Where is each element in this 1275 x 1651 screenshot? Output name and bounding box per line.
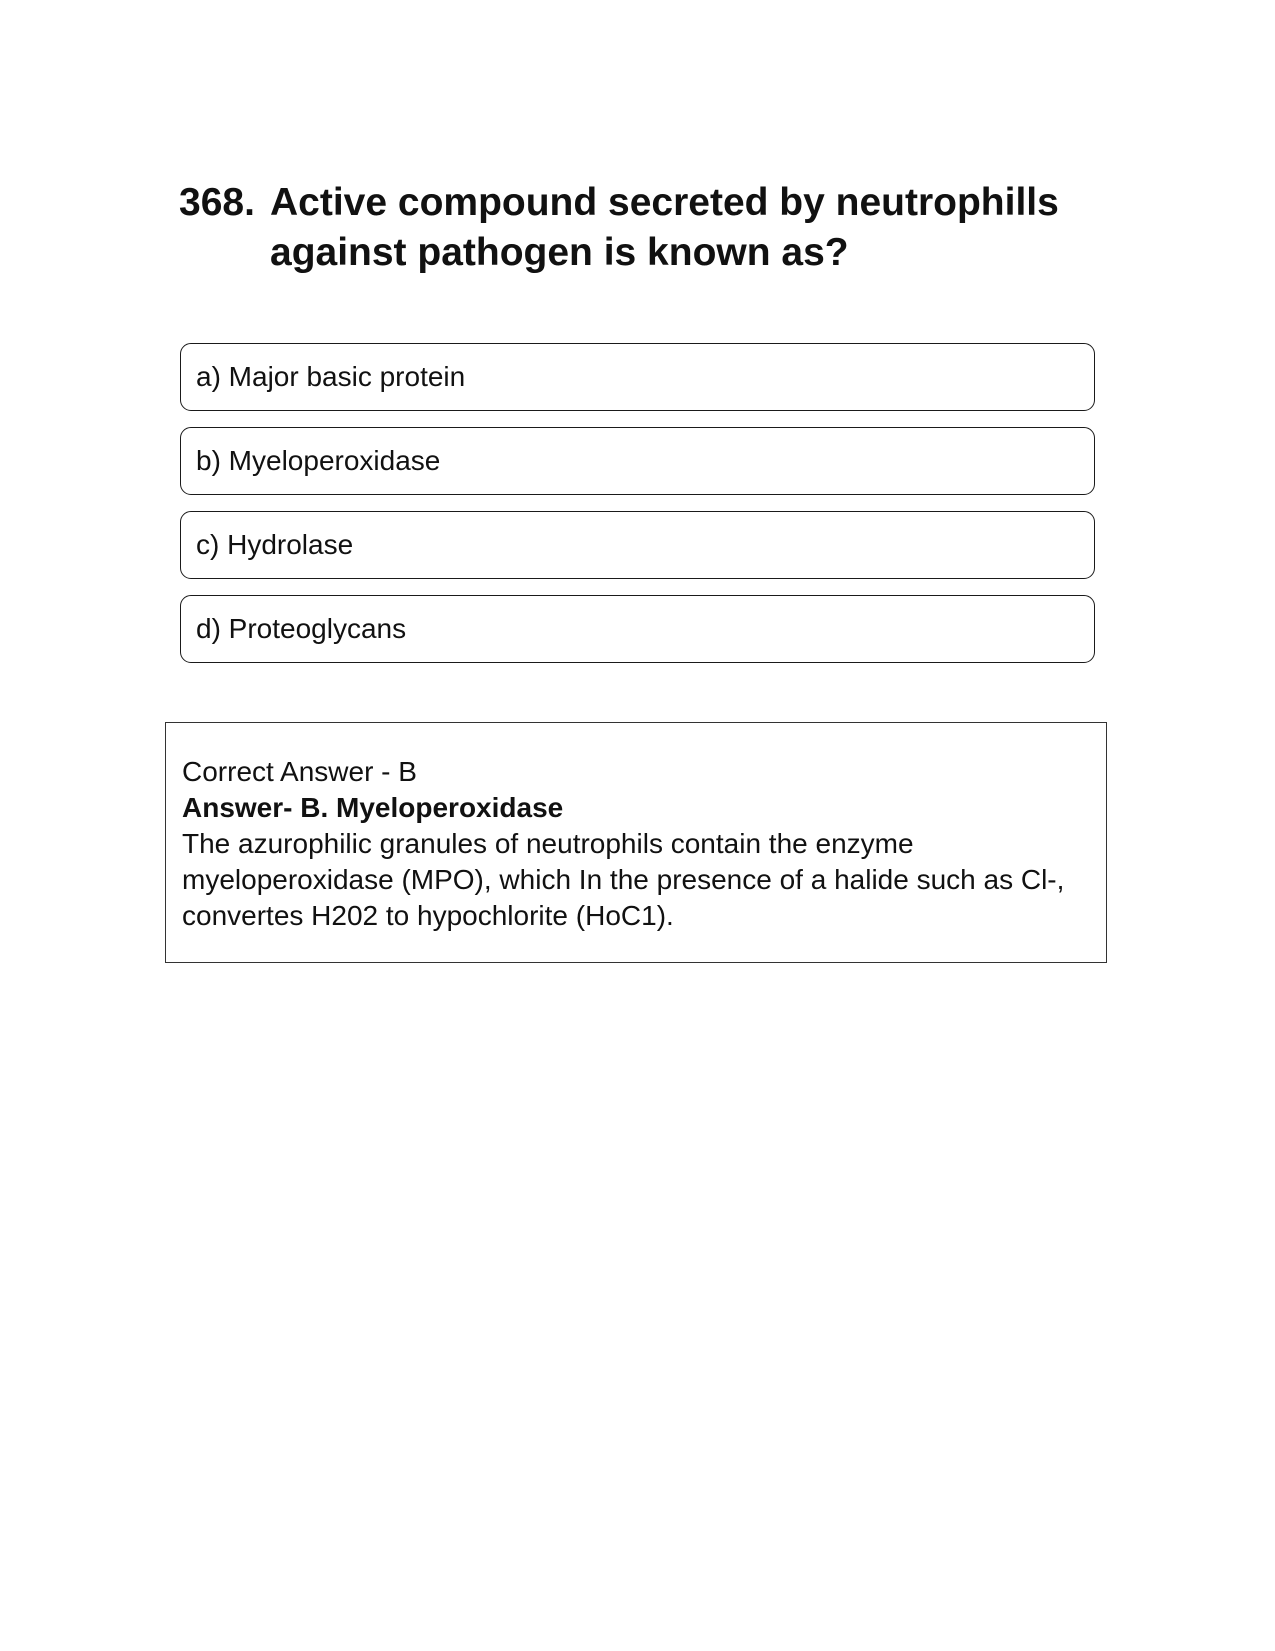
options-list bbox=[180, 343, 1095, 679]
option-d-label: d) Proteoglycans bbox=[196, 613, 407, 644]
option-a[interactable] bbox=[180, 343, 1095, 411]
question-heading bbox=[179, 178, 1099, 278]
option-b-label: b) Myeloperoxidase bbox=[196, 445, 441, 476]
answer-title: Answer- B. Myeloperoxidase bbox=[182, 792, 564, 823]
option-c[interactable] bbox=[180, 511, 1095, 579]
question-text: Active compound secreted by neutrophills against pathogen is known as? bbox=[270, 181, 1059, 274]
correct-answer-line: Correct Answer - B bbox=[182, 756, 417, 787]
question-number: 368. bbox=[179, 181, 255, 224]
option-c-label: c) Hydrolase bbox=[196, 529, 354, 560]
answer-explanation: The azurophilic granules of neutrophils contain the enzyme myeloperoxidase (MPO), which In the presence of a halide such as Cl-, convertes H202 to hypochlorite (HoC1). bbox=[182, 828, 1065, 931]
option-a-label: a) Major basic protein bbox=[196, 361, 466, 392]
option-b[interactable] bbox=[180, 427, 1095, 495]
answer-box bbox=[165, 722, 1107, 963]
option-d[interactable] bbox=[180, 595, 1095, 663]
